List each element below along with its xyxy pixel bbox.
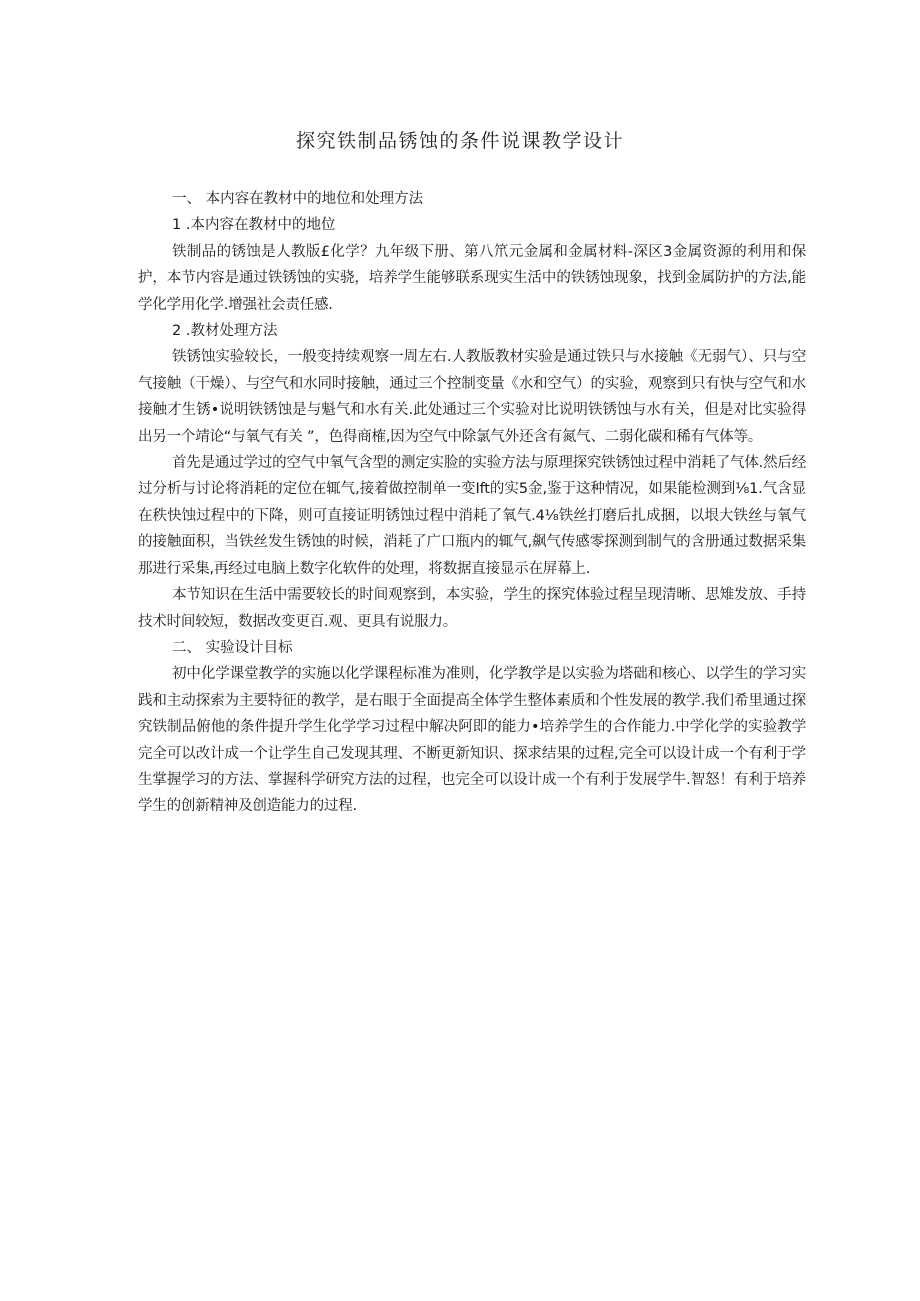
document-title: 探究铁制品锈蚀的条件说课教学设计 bbox=[295, 130, 624, 152]
subsection2-paragraph-1: 铁锈蚀实验较长，一般变持续观察一周左右.人教版教材实验是通过铁只与水接触《无弱气）、只与空气接触（干燥）、与空气和水同时接触，通过三个控制变量《水和空气）的实验，观察到只有快与空气和水接触才生锈•说明铁锈蚀是与魁气和水有关.此处通过三个实验对比说明铁锈蚀与水有关，但是对比实验得出另一个靖论“与氧气有关 ”，色得商榷,因为空气中除氯气外还含有氮气、二弱化碳和稀有气体等。 bbox=[138, 349, 806, 445]
document-body bbox=[138, 186, 806, 820]
subsection2-heading: 2 .教材处理方法 bbox=[172, 323, 278, 340]
subsection1-heading: 1 .本内容在教材中的地位 bbox=[172, 217, 336, 234]
subsection1-paragraph: 铁制品的锈蚀是人教版£化学？九年级下册、第八笊元金属和金属材料-深区3金属资源的利用和保护，本节内容是通过铁锈蚀的实骁，培养学生能够联系现实生活中的铁锈蚀现象，找到金属防护的方法,能学化学用化学.增强社会责任感. bbox=[138, 243, 806, 313]
section2-paragraph: 初中化学课堂教学的实施以化学课程标准为准则，化学教学是以实验为塔础和核心、以学生的学习实践和主动探索为主要特征的教学，是右眼于全面提高全体学生整体素质和个性发展的教学.我们希里通过探究铁制品俯他的条件提升学生化学学习过程中解决阿即的能力•培养学生的合作能力.中学化学的实验教学完全可以改计成一个让学生自己发现其理、不断更新知识、探求结果的过程,完全可以设计成一个有利于学生掌握学习的方法、掌握科学研究方法的过程，也完全可以设计成一个有利于发展学牛.智怒！有利于培养学生的创新精神及创造能力的过程. bbox=[138, 666, 806, 815]
subsection2-paragraph-3: 本节知识在生活中需要较长的时间观察到，本实验，学生的探究体验过程呈现清晰、思雉发放、手持技术时间较短，数据改变更百.观、更具有说服力。 bbox=[138, 587, 806, 630]
section1-heading: 一、 本内容在教材中的地位和处理方法 bbox=[172, 191, 424, 207]
subsection2-paragraph-2: 首先是通过学过的空气中氧气含型的测定实脸的实验方法与原理探究铁锈蚀过程中消耗了气体.然后经过分析与讨论将消耗的定位在辄气,接着做控制单一变Ift的实5金,鉴于这种情况，如果能检测到⅛1.气含显在秩快蚀过程中的下降，则可直接证明锈蚀过程中消耗了氧气.4⅛铁丝打磨后扎成捆，以垠大铁丝与氧气的接触面积，当铁丝发生锈蚀的时候，消耗了广口瓶内的辄气,飙气传感零探测到制气的含册通过数据采集那进行采集,再经过电脑上数字化软件的处理，将数据直接显示在屏幕上. bbox=[138, 455, 806, 577]
section2-heading: 二、 实验设计目标 bbox=[172, 639, 293, 656]
